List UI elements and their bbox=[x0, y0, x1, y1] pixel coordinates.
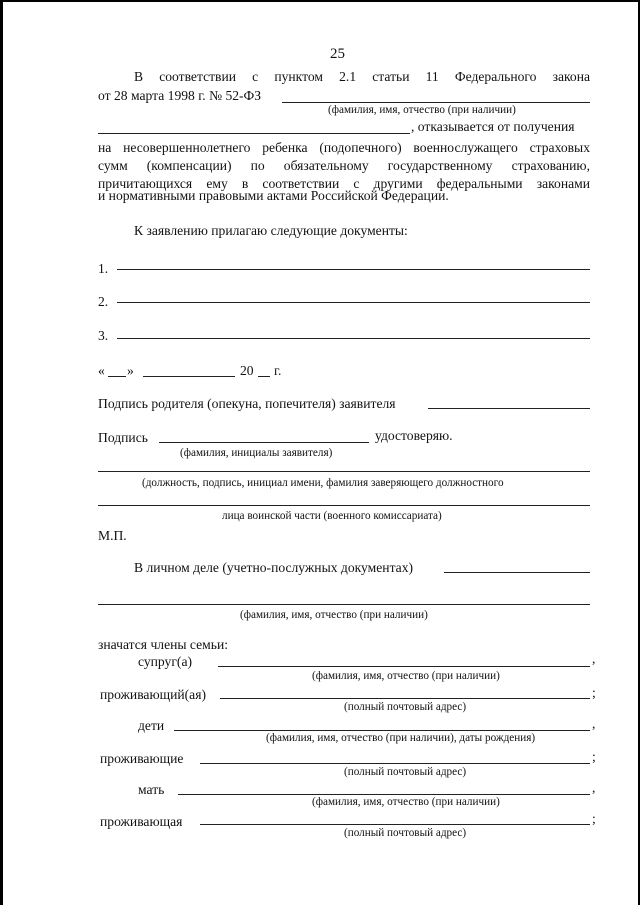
family-label: значатся члены семьи: bbox=[98, 637, 228, 652]
spouse-field[interactable] bbox=[218, 666, 590, 667]
attachment-number-1: 1. bbox=[98, 261, 109, 276]
intro-line-3-tail: , отказывается от получения bbox=[411, 119, 575, 134]
spouse-caption: (фамилия, имя, отчество (при наличии) bbox=[312, 670, 500, 682]
unit-caption: лица воинской части (военного комиссариата) bbox=[222, 510, 442, 522]
fio-field-2[interactable] bbox=[98, 133, 410, 134]
children-label: дети bbox=[138, 718, 165, 733]
children-comma: , bbox=[592, 716, 596, 731]
scan-border-top bbox=[0, 0, 640, 2]
children-field[interactable] bbox=[174, 730, 590, 731]
attachment-field-3[interactable] bbox=[117, 338, 590, 339]
applicant-signature-field[interactable] bbox=[159, 442, 369, 443]
date-year-prefix: 20 bbox=[240, 363, 254, 378]
mother-living-label: проживающая bbox=[100, 814, 183, 829]
children-living-label: проживающие bbox=[100, 751, 184, 766]
fio-caption-1: (фамилия, имя, отчество (при наличии) bbox=[328, 104, 516, 116]
date-month-field[interactable] bbox=[143, 376, 235, 377]
spouse-label: супруг(а) bbox=[138, 654, 193, 669]
mother-field[interactable] bbox=[178, 794, 590, 795]
children-caption: (фамилия, имя, отчество (при наличии), даты рождения) bbox=[266, 732, 536, 744]
date-year-field[interactable] bbox=[258, 376, 270, 377]
attachment-field-1[interactable] bbox=[117, 269, 590, 270]
attachment-field-2[interactable] bbox=[117, 302, 590, 303]
spouse-address-caption: (полный почтовый адрес) bbox=[344, 701, 467, 713]
children-address-field[interactable] bbox=[200, 763, 590, 764]
signature-label: Подпись bbox=[98, 430, 148, 445]
unit-field[interactable] bbox=[98, 505, 590, 506]
spouse-address-field[interactable] bbox=[220, 698, 590, 699]
spouse-living-label: проживающий(ая) bbox=[100, 687, 206, 702]
spouse-comma: , bbox=[592, 651, 596, 666]
children-address-caption: (полный почтовый адрес) bbox=[344, 766, 467, 778]
personal-fio-caption: (фамилия, имя, отчество (при наличии) bbox=[240, 609, 428, 621]
mother-semicolon: ; bbox=[592, 811, 596, 826]
official-field[interactable] bbox=[98, 471, 590, 472]
personal-file-field[interactable] bbox=[444, 572, 590, 573]
attachment-number-3: 3. bbox=[98, 328, 109, 343]
intro-para-4: и нормативными правовыми актами Российской Федерации. bbox=[98, 188, 449, 203]
intro-line-1: В соответствии с пунктом 2.1 статьи 11 Федерального закона bbox=[134, 69, 590, 84]
mother-comma: , bbox=[592, 780, 596, 795]
parent-signature-label: Подпись родителя (опекуна, попечителя) заявителя bbox=[98, 396, 396, 411]
certify-label: удостоверяю. bbox=[375, 428, 453, 443]
mother-caption: (фамилия, имя, отчество (при наличии) bbox=[312, 796, 500, 808]
intro-para-3: причитающихся ему в соответствии с другими федеральными законами bbox=[98, 176, 590, 191]
date-open-quote: « bbox=[98, 363, 105, 378]
fio-field-1[interactable] bbox=[282, 102, 590, 103]
applicant-caption: (фамилия, инициалы заявителя) bbox=[180, 447, 333, 459]
spouse-semicolon: ; bbox=[592, 685, 596, 700]
page-number: 25 bbox=[330, 46, 345, 62]
personal-fio-field[interactable] bbox=[98, 604, 590, 605]
children-semicolon: ; bbox=[592, 749, 596, 764]
mother-address-field[interactable] bbox=[200, 824, 590, 825]
date-close-quote: » bbox=[127, 363, 134, 378]
parent-signature-field[interactable] bbox=[428, 408, 590, 409]
mother-address-caption: (полный почтовый адрес) bbox=[344, 827, 467, 839]
date-day-field[interactable] bbox=[108, 376, 126, 377]
mother-label: мать bbox=[138, 782, 165, 797]
personal-file-heading: В личном деле (учетно-послужных документах) bbox=[134, 560, 414, 575]
date-year-suffix: г. bbox=[274, 363, 282, 378]
official-caption: (должность, подпись, инициал имени, фамилия заверяющего должностного bbox=[142, 477, 504, 489]
seal-label: М.П. bbox=[98, 528, 127, 543]
intro-line-2: от 28 марта 1998 г. № 52-ФЗ bbox=[98, 88, 262, 103]
intro-para-2: сумм (компенсации) по обязательному государственному страхованию, bbox=[98, 158, 590, 173]
attachments-heading: К заявлению прилагаю следующие документы: bbox=[134, 223, 408, 238]
scan-border-left bbox=[0, 0, 3, 905]
attachment-number-2: 2. bbox=[98, 294, 109, 309]
intro-para-1: на несовершеннолетнего ребенка (подопечного) военнослужащего страховых bbox=[98, 140, 590, 155]
